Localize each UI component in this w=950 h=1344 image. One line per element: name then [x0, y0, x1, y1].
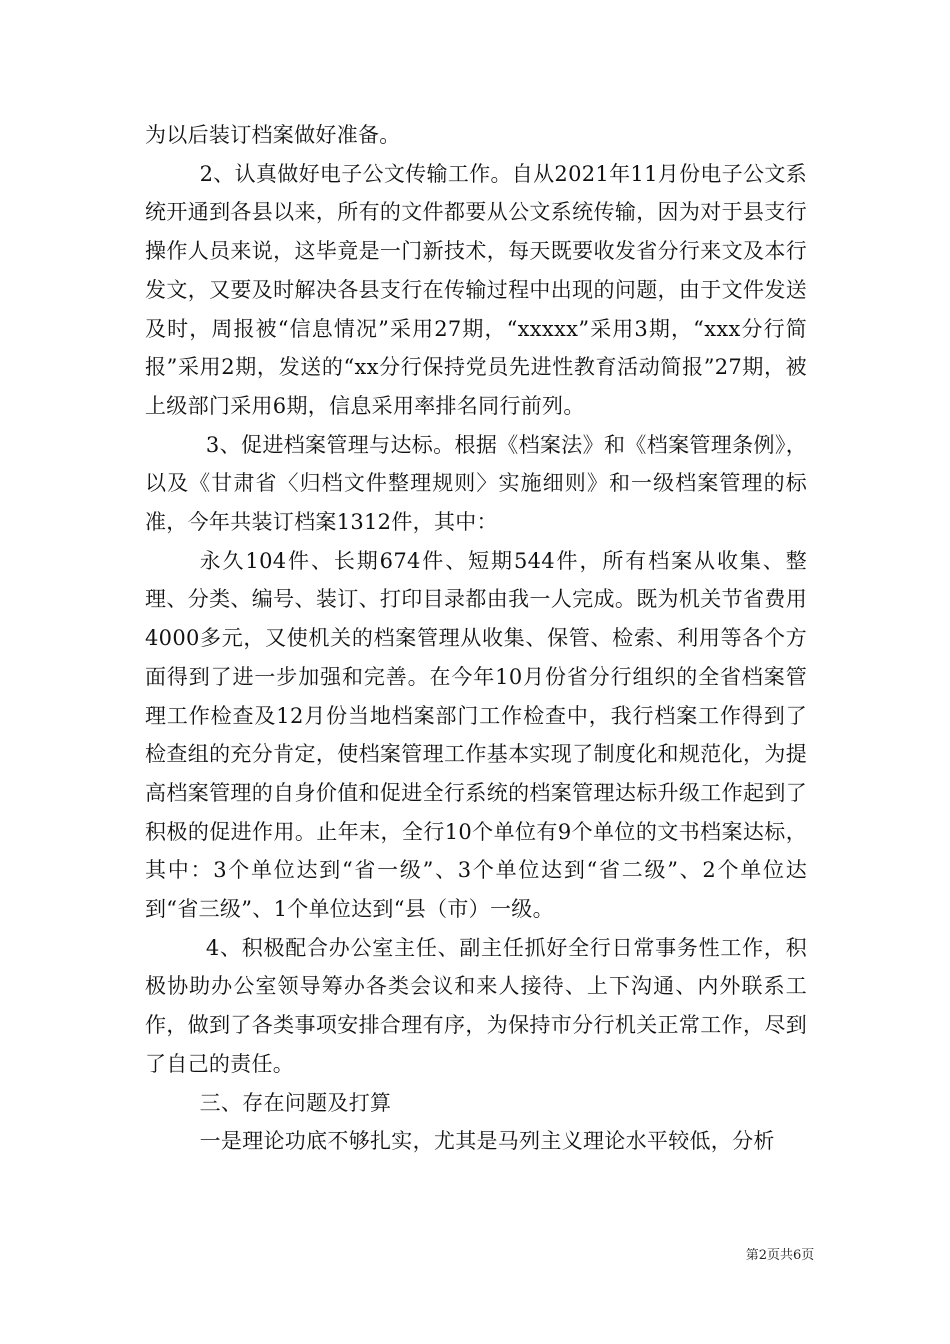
paragraph-archive-details: 永久104件、长期674件、短期544件，所有档案从收集、整理、分类、编号、装订、打印目录都由我一人完成。既为机关节省费用4000多元，又使机关的档案管理从收集、保管、检索、利用等各个方面得到了进一步加强和完善。在今年10月份省分行组织的全省档案管理工作检查及12月份当地档案部门工作检查中，我行档案工作得到了检查组的充分肯定，使档案管理工作基本实现了制度化和规范化，为提高档案管理的自身价值和促进全行系统的档案管理达标升级工作起到了积极的促进作用。止年末，全行10个单位有9个单位的文书档案达标，其中：3个单位达到“省一级”、3个单位达到“省二级”、2个单位达到“省三级”、1个单位达到“县（市）一级。: [145, 548, 807, 922]
paragraph-problem-one: 一是理论功底不够扎实，尤其是马列主义理论水平较低，分析: [199, 1129, 775, 1154]
paragraph-item-3: 3、促进档案管理与达标。根据《档案法》和《档案管理条例》，以及《甘肃省〈归档文件整理规则〉实施细则》和一级档案管理的标准，今年共装订档案1312件，其中：: [145, 432, 807, 535]
paragraph-item-4: 4、积极配合办公室主任、副主任抓好全行日常事务性工作，积极协助办公室领导筹办各类会议和来人接待、上下沟通、内外联系工作，做到了各类事项安排合理有序，为保持市分行机关正常工作，尽到了自己的责任。: [145, 935, 807, 1076]
page-footer: [0, 1244, 950, 1263]
paragraph-item-2: 2、认真做好电子公文传输工作。自从2021年11月份电子公文系统开通到各县以来，所有的文件都要从公文系统传输，因为对于县支行操作人员来说，这毕竟是一门新技术，每天既要收发省分行来文及本行发文，又要及时解决各县支行在传输过程中出现的问题，由于文件发送及时，周报被“信息情况”采用27期，“xxxxx”采用3期，“xxx分行简报”采用2期，发送的“xx分行保持党员先进性教育活动简报”27期，被上级部门采用6期，信息采用率排名同行前列。: [145, 161, 807, 418]
paragraph-continuation: 为以后装订档案做好准备。: [145, 123, 401, 147]
section-heading-problems: 三、存在问题及打算: [199, 1090, 392, 1115]
document-body: [145, 116, 807, 1161]
page-number: 第2页共6页: [745, 1248, 815, 1263]
